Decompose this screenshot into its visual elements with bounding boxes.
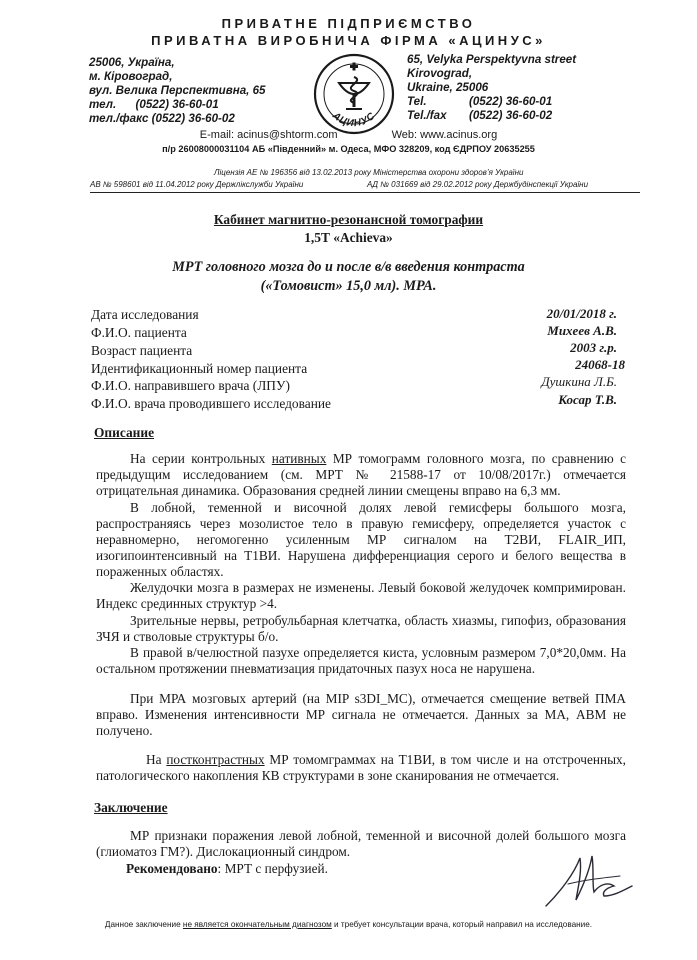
- paragraph: [96, 752, 626, 784]
- company-title-line2: ПРИВАТНА ВИРОБНИЧА ФІРМА «АЦИНУС»: [151, 33, 546, 48]
- company-logo: [313, 53, 395, 135]
- paragraph: В правой в/челюстной пазухе определяется киста, условным размером 7,0*20,0мм. На остальном протяжении пневматизация придаточных пазух носа не нарушена.: [96, 645, 626, 676]
- study-title-line1: МРТ головного мозга до и после в/в введения контраста: [172, 259, 525, 275]
- paragraph-text-underlined: нативных: [271, 451, 327, 466]
- cabinet-title: Кабинет магнитно-резонансной томографии: [213, 212, 484, 227]
- field-label: Ф.И.О. пациента: [91, 325, 187, 340]
- footer-disclaimer: [0, 920, 697, 929]
- en-fax-row: [407, 109, 576, 123]
- paragraph: При МРА мозговых артерий (на MIP s3DI_MC), отмечается смещение ветвей ПМА вправо. Изменения интенсивности МР сигнала не отмечается. Данных за МА, АВМ не получено.: [96, 691, 626, 738]
- field-label: Ф.И.О. врача проводившего исследование: [91, 396, 331, 411]
- license-2: АВ № 598601 від 11.04.2012 року Держлікслужби України: [90, 180, 304, 189]
- paragraph: Зрительные нервы, ретробульбарная клетчатка, область хиазмы, гипофиз, образования ЗЧЯ и стволовые структуры б/о.: [96, 613, 626, 644]
- caduceus-logo-icon: [313, 53, 395, 135]
- conclusion-heading: Заключение: [94, 800, 168, 815]
- en-fax-label: Tel./fax: [407, 109, 447, 122]
- recommendation: [126, 861, 328, 877]
- study-title-line2: («Томовист» 15,0 мл). МРА.: [260, 278, 437, 294]
- recommendation-text: : МРТ с перфузией.: [217, 861, 328, 876]
- paragraph: [96, 451, 626, 499]
- paragraph-text: МР томомграммах на Т1ВИ, в том числе и на отстроченных, патологического накопления КВ структурами в зоне сканирования не отмечается.: [96, 752, 626, 783]
- paragraph-text: На серии контрольных: [130, 451, 272, 466]
- paragraph-text-underlined: постконтрастных: [166, 752, 265, 767]
- field-value: 20/01/2018 г.: [546, 306, 617, 321]
- en-address-line: Kirovograd,: [407, 67, 473, 80]
- contacts-row: [0, 129, 697, 141]
- field-value: Косар Т.В.: [558, 392, 617, 407]
- paragraph: В лобной, теменной и височной долях левой гемисферы большого мозга, распространяясь через мозолистое тело в правую гемисферу, определяется участок с неравномерно, негомогенно усиленным МР сигналом на Т2ВИ, FLAIR_ИП, изогипоинтенсивный на Т1ВИ. Нарушена дифференциация серого и белого вещества в пораженных областях.: [96, 500, 626, 579]
- paragraph-text: На: [146, 752, 167, 767]
- footer-text-underlined: не является окончательным диагнозом: [182, 920, 332, 929]
- logo-text: АЦИНУС: [330, 110, 378, 130]
- field-label: Дата исследования: [91, 307, 199, 322]
- header-divider: [90, 192, 640, 193]
- ua-address-line: м. Кіровоград,: [89, 70, 173, 83]
- field-label: Идентификационный номер пациента: [91, 361, 308, 376]
- field-value: 2003 г.р.: [570, 340, 617, 355]
- en-phone: (0522) 36-60-01: [469, 95, 553, 108]
- license-3: АД № 031669 від 29.02.2012 року Держбудінспекції України: [367, 180, 589, 189]
- bank-details: п/р 26008000031104 АБ «Південний» м. Одеса, МФО 328209, код ЄДРПОУ 20635255: [162, 144, 535, 154]
- en-address-line: 65, Velyka Perspektyvna street: [407, 53, 577, 66]
- paragraph-text: МР томограмм головного мозга, по сравнению с предыдущим исследованием (см. МРТ № 21588-17 от 10/08/2017г.) отмечается отрицательная динамика. Образования средней линии смещены вправо на 6,3 мм.: [96, 451, 626, 498]
- en-phone-label: Tel.: [407, 95, 427, 108]
- paragraph: Желудочки мозга в размерах не изменены. Левый боковой желудочек компримирован. Индекс срединных структур >4.: [96, 580, 626, 611]
- field-label: Возраст пациента: [91, 343, 193, 358]
- license-1: Ліцензія АЕ № 196356 від 13.02.2013 року Міністерства охорони здоров’я України: [214, 168, 524, 177]
- en-fax: (0522) 36-60-02: [469, 109, 553, 122]
- en-address-line: Ukraine, 25006: [407, 81, 489, 94]
- field-value: 24068-18: [575, 357, 625, 372]
- ua-address-line: вул. Велика Перспективна, 65: [89, 84, 266, 97]
- en-address: [407, 53, 576, 123]
- ua-address: [89, 56, 266, 126]
- company-title-line1: ПРИВАТНЕ ПІДПРИЄМСТВО: [221, 16, 476, 31]
- ua-phone: тел. (0522) 36-60-01: [89, 98, 219, 111]
- field-value: Михеев А.В.: [547, 323, 617, 338]
- field-label: Ф.И.О. направившего врача (ЛПУ): [91, 378, 290, 393]
- conclusion-text: МР признаки поражения левой лобной, теменной и височной долей большого мозга (глиоматоз ГМ?). Дислокационный синдром.: [96, 828, 626, 859]
- en-phone-row: [407, 95, 576, 109]
- email-text: E-mail: acinus@shtorm.com: [199, 129, 338, 141]
- recommendation-label: Рекомендовано: [126, 861, 218, 876]
- web-text: Web: www.acinus.org: [391, 129, 498, 141]
- ua-fax: тел./факс (0522) 36-60-02: [89, 112, 235, 125]
- cabinet-device: 1,5Т «Achieva»: [304, 230, 393, 245]
- ua-address-line: 25006, Україна,: [89, 56, 175, 69]
- svg-text:АЦИНУС: [329, 110, 377, 130]
- doctor-signature: [538, 848, 638, 910]
- field-value: Душкина Л.Б.: [541, 374, 617, 389]
- description-heading: Описание: [94, 425, 155, 440]
- footer-text: и требует консультации врача, который направил на исследование.: [331, 920, 593, 929]
- footer-text: Данное заключение: [104, 920, 183, 929]
